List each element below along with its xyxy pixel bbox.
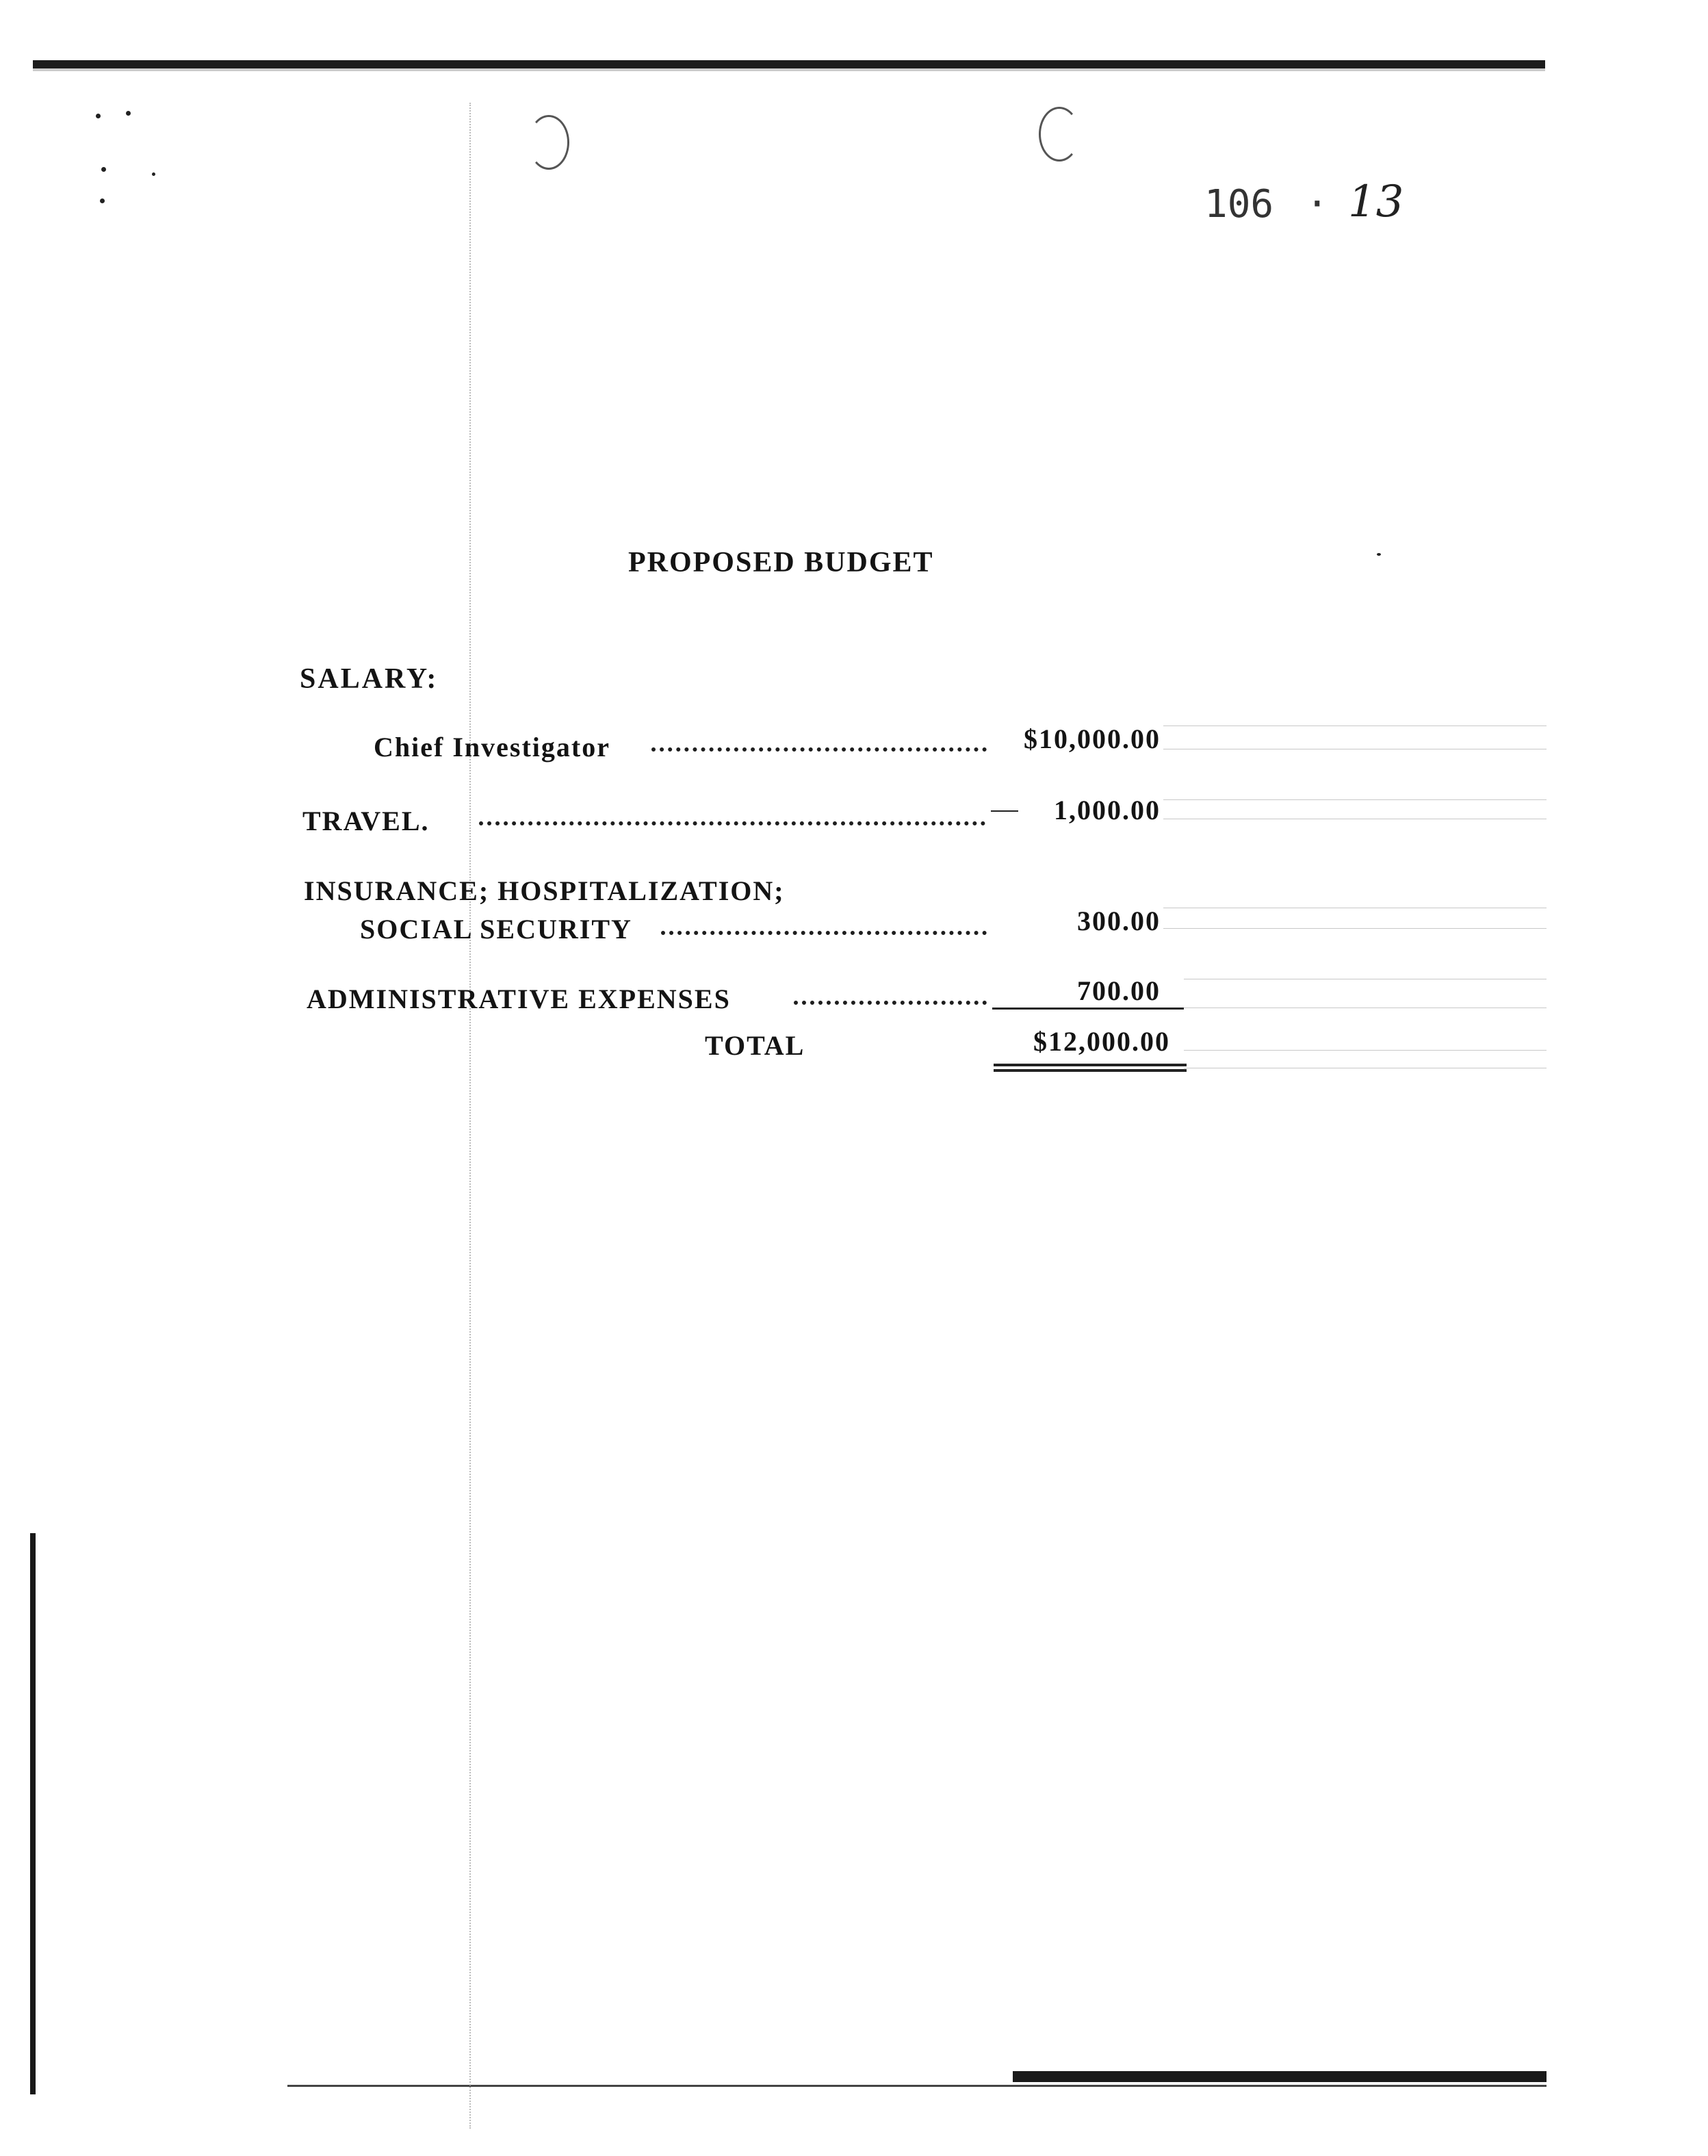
page-number-handwritten: 13	[1348, 177, 1404, 227]
scan-edge-top	[33, 60, 1545, 68]
punch-hole-mark-left	[528, 115, 569, 170]
line-item-label-social-security: SOCIAL SECURITY	[360, 914, 632, 945]
line-item-label-travel: TRAVEL.	[302, 806, 430, 836]
speck	[101, 167, 106, 172]
ghost-line	[1184, 1050, 1547, 1051]
leader-dots	[661, 931, 987, 935]
salary-heading: SALARY:	[300, 663, 439, 695]
ghost-line	[1163, 799, 1547, 800]
speck	[100, 198, 105, 203]
scan-edge-bottom	[1013, 2071, 1547, 2082]
total-label: TOTAL	[705, 1030, 805, 1061]
scan-edge-left	[30, 1533, 36, 2094]
page-number-typed: 106	[1204, 182, 1274, 227]
scan-edge-bottom-line	[287, 2085, 1547, 2087]
ghost-line	[1163, 928, 1547, 929]
total-double-rule-top	[994, 1064, 1187, 1066]
line-item-amount-travel: 1,000.00	[1054, 795, 1161, 825]
speck	[1377, 553, 1381, 556]
speck	[152, 172, 155, 176]
line-item-amount-insurance: 300.00	[1077, 906, 1161, 936]
punch-hole-mark-right	[1039, 107, 1080, 162]
subtotal-rule	[992, 1008, 1184, 1010]
line-item-amount-administrative: 700.00	[1077, 975, 1161, 1006]
line-item-label-chief-investigator: Chief Investigator	[374, 732, 610, 762]
scan-edge-top-shadow	[33, 68, 1545, 71]
line-item-amount-chief-investigator: $10,000.00	[1024, 723, 1161, 754]
speck	[96, 114, 101, 118]
line-item-label-administrative: ADMINISTRATIVE EXPENSES	[307, 984, 731, 1014]
total-amount: $12,000.00	[1033, 1026, 1170, 1057]
scan-dotted-line	[469, 103, 471, 2129]
speck	[126, 111, 131, 116]
line-item-label-insurance: INSURANCE; HOSPITALIZATION;	[304, 875, 785, 906]
leader-dots	[651, 747, 987, 752]
leader-dots	[479, 821, 985, 825]
total-double-rule-bottom	[994, 1069, 1187, 1072]
page-number-dash: ·	[1306, 182, 1329, 227]
document-title: PROPOSED BUDGET	[628, 547, 934, 578]
